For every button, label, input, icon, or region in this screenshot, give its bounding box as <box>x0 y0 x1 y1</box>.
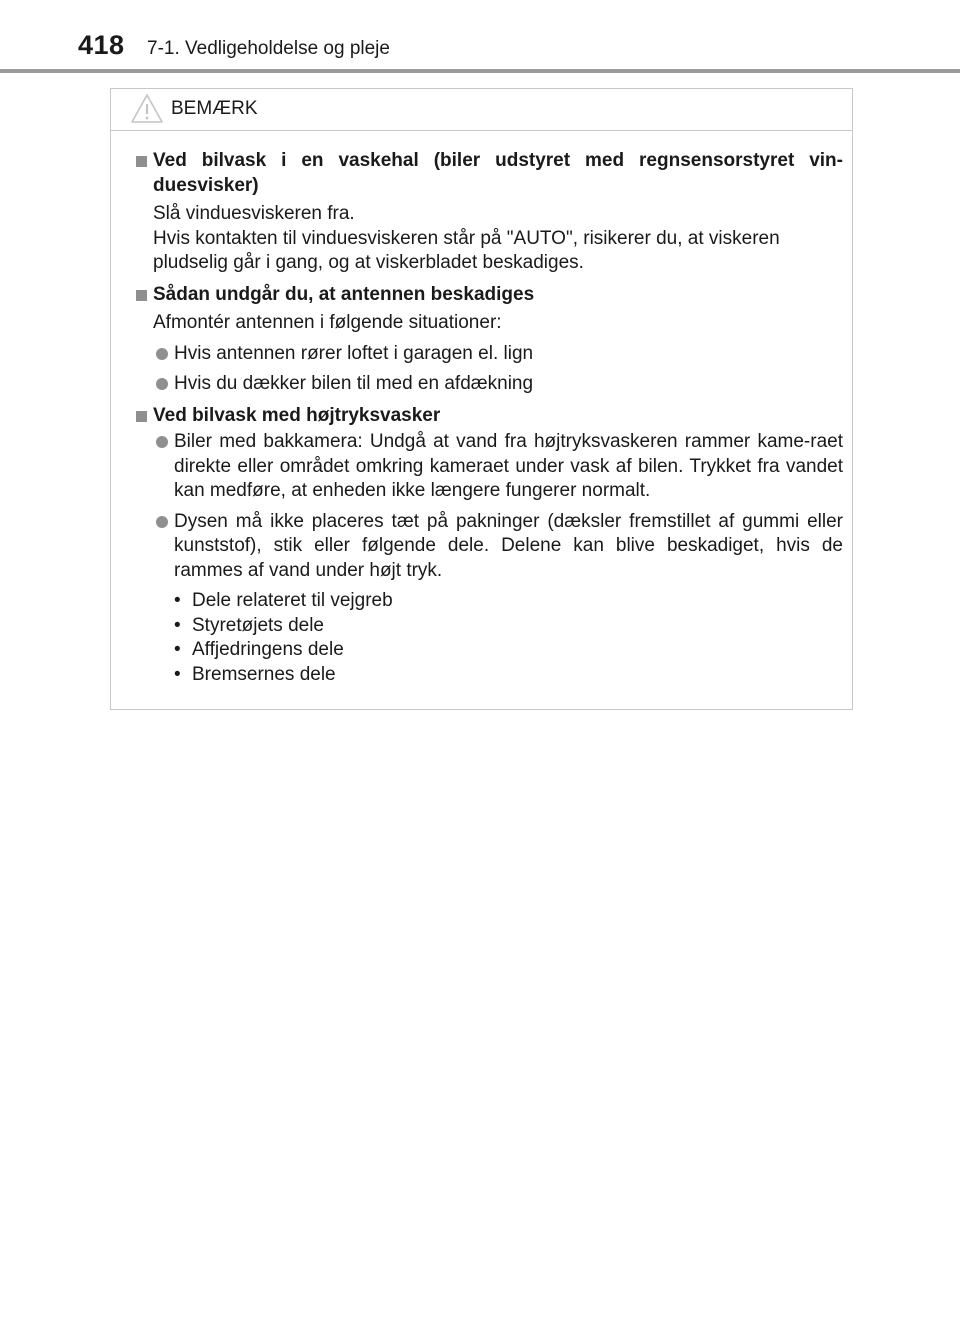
notice-item-antenna <box>136 283 843 397</box>
item-heading: Ved bilvask med højtryksvasker <box>153 404 441 426</box>
header-divider <box>0 69 960 73</box>
item-heading: Ved bilvask i en vaskehal (biler udstyret med regnsensorstyret vin-duesvisker) <box>153 150 843 196</box>
warning-triangle-icon <box>130 93 164 124</box>
sub-list-item: • Bremsernes dele <box>174 663 336 685</box>
list-item: Hvis antennen rører loftet i garagen el. lign <box>136 342 843 367</box>
sub-list-item: • Dele relateret til vejgreb <box>174 590 393 611</box>
item-heading: Sådan undgår du, at antennen beskadiges <box>153 283 535 305</box>
item-paragraph: Slå vinduesviskeren fra. <box>153 203 355 224</box>
notice-title: BEMÆRK <box>171 98 258 119</box>
square-bullet-icon <box>136 290 147 301</box>
page-number: 418 <box>78 30 125 60</box>
list-item: Hvis du dækker bilen til med en afdækning <box>136 372 843 397</box>
round-bullet-icon <box>156 436 168 448</box>
item-paragraph: Afmontér antennen i følgende situationer: <box>153 312 502 333</box>
item-paragraph: Hvis kontakten til vinduesviskeren står på "AUTO", risikerer du, at viskeren pludselig går i gang, og at viskerbladet beskadiges. <box>153 227 780 273</box>
square-bullet-icon <box>136 156 147 167</box>
sub-list-item: • Affjedringens dele <box>174 639 344 660</box>
sub-list-item: • Styretøjets dele <box>174 614 324 636</box>
square-bullet-icon <box>136 411 147 422</box>
round-bullet-icon <box>156 378 168 390</box>
round-bullet-icon <box>156 516 168 528</box>
notice-box <box>110 88 853 710</box>
sub-list <box>174 589 843 687</box>
round-bullet-icon <box>156 348 168 360</box>
notice-header <box>111 89 852 131</box>
list-item: Biler med bakkamera: Undgå at vand fra højtryksvaskeren rammer kame-raet direkte eller området omkring kameraet under vask af bilen. Trykket fra vandet kan medføre, at enheden ikke længere fungerer normalt. <box>136 430 843 504</box>
notice-content <box>111 149 852 694</box>
notice-item-wash-hall <box>136 149 843 276</box>
list-item: Dysen må ikke placeres tæt på pakninger (dæksler fremstillet af gummi eller kunststof), stik eller følgende dele. Delene kan blive beskadiget, hvis de rammes af vand under højt tryk. <box>136 510 843 584</box>
notice-item-pressure-washer <box>136 404 843 688</box>
section-title: 7-1. Vedligeholdelse og pleje <box>147 38 390 59</box>
